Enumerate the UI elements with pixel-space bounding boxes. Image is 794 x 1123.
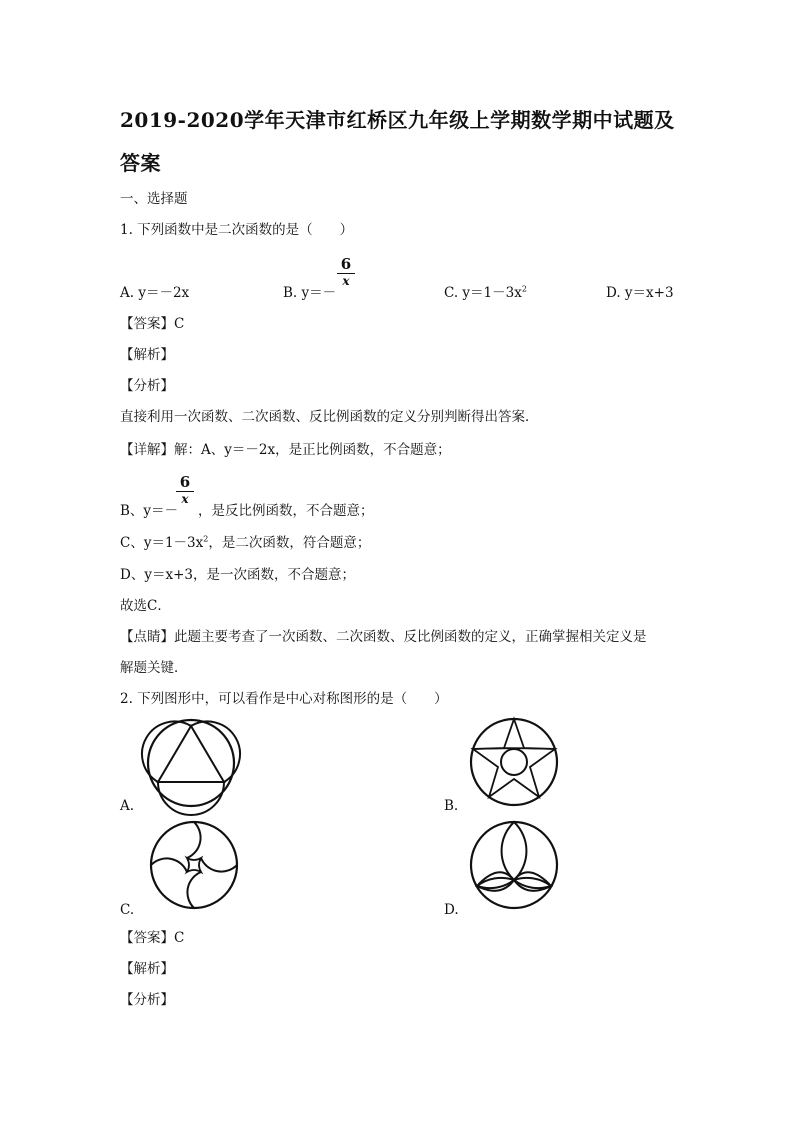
fraction-denominator: x (181, 492, 189, 507)
q2-label-c: C. (120, 902, 135, 918)
q1-comment-line1: 【点睛】此题主要考查了一次函数、二次函数、反比例函数的定义，正确掌握相关定义是 (120, 629, 647, 645)
q2-label-b: B. (444, 798, 459, 814)
q1-line-c-text: C、y＝1－3x (120, 535, 204, 551)
q1-analysis: 直接利用一次函数、二次函数、反比例函数的定义分别判断得出答案． (120, 409, 539, 425)
q1-fenxi: 【分析】 (120, 378, 174, 394)
q2-label-a: A. (120, 798, 135, 814)
q2-figure-c (149, 820, 239, 910)
doc-title-line2: 答案 (120, 151, 161, 175)
q1-jiexi: 【解析】 (120, 347, 174, 363)
fraction-denominator: x (342, 274, 350, 289)
fraction-numerator: 6 (340, 255, 352, 273)
q1-line-c-suffix: ，是二次函数，符合题意； (208, 535, 371, 551)
q2-jiexi: 【解析】 (120, 961, 174, 977)
fraction-numerator: 6 (179, 473, 191, 491)
q1-line-c (120, 531, 370, 551)
q2-label-d: D. (444, 902, 459, 918)
q1-line-c-exponent: 2 (203, 534, 209, 544)
q1-option-c (444, 281, 527, 301)
q2-figure-d (469, 820, 559, 910)
q1-line-b: B、y＝－ (120, 503, 179, 519)
q2-stem: 2. 下列图形中，可以看作是中心对称图形的是（ ） (120, 691, 448, 707)
q1-choose: 故选C． (120, 598, 171, 614)
q1-option-a: A. y＝－2x (120, 285, 190, 301)
doc-title-line1: 2019-2020学年天津市红桥区九年级上学期数学期中试题及 (120, 108, 675, 132)
q1-answer: 【答案】C (120, 316, 185, 332)
q1-comment-line2: 解题关键． (120, 660, 188, 676)
q1-option-c-exponent: 2 (521, 284, 527, 294)
q2-figure-a (146, 718, 236, 808)
q1-line-b-fraction (176, 474, 194, 505)
q1-option-b: B. y＝－ (283, 285, 337, 301)
q2-answer: 【答案】C (120, 930, 185, 946)
q1-option-b-fraction (337, 256, 355, 287)
q1-option-d: D. y＝x+3 (606, 285, 674, 301)
q2-fenxi: 【分析】 (120, 992, 174, 1008)
q1-stem: 1. 下列函数中是二次函数的是（ ） (120, 222, 354, 238)
q1-detail: 【详解】解：A、y＝－2x，是正比例函数，不合题意； (120, 442, 451, 458)
section-heading: 一、选择题 (120, 191, 188, 207)
q2-figure-b (469, 717, 559, 807)
q1-line-b-suffix: ，是反比例函数，不合题意； (198, 503, 374, 519)
q1-option-c-text: C. y＝1－3x (444, 285, 522, 301)
q1-line-d: D、y＝x+3，是一次函数，不合题意； (120, 567, 355, 583)
